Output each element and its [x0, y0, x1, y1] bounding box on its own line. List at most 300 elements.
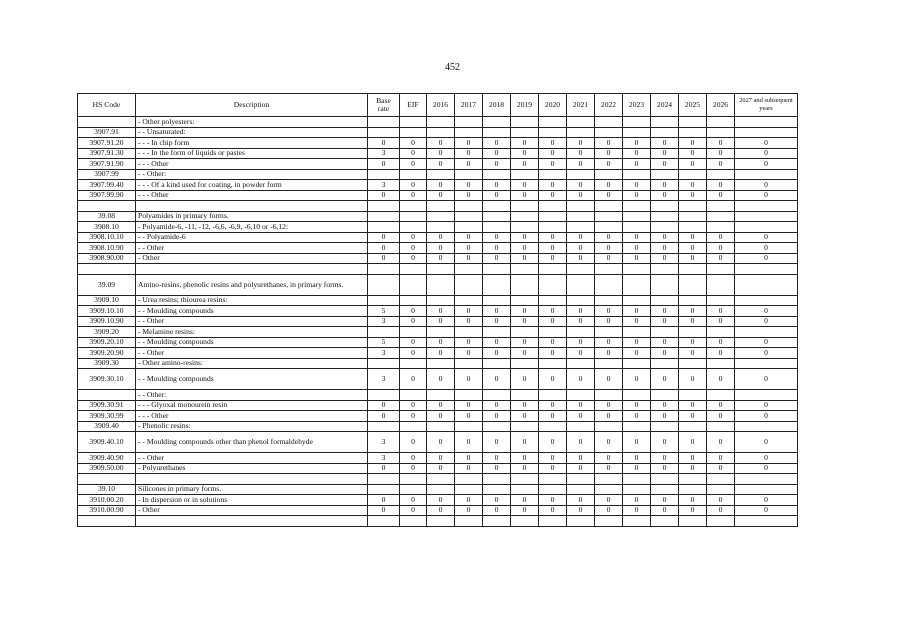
staging-cell: 0: [679, 432, 707, 453]
eif-cell: 0: [400, 138, 427, 149]
staging-cell: [511, 390, 539, 401]
table-row: [78, 148, 798, 159]
eif-cell: [400, 264, 427, 275]
staging-cell: 0: [427, 432, 455, 453]
base-rate-cell: 3: [368, 180, 400, 191]
staging-cell: [623, 117, 651, 128]
staging-cell: 0: [623, 369, 651, 390]
base-rate-cell: 5: [368, 337, 400, 348]
staging-cell: [623, 484, 651, 495]
table-row: [78, 463, 798, 474]
staging-cell: [511, 358, 539, 369]
staging-cell: [483, 516, 511, 527]
staging-cell: [595, 201, 623, 212]
hs-code-cell: 3909.20.10: [78, 337, 136, 348]
hs-code-cell: [78, 390, 136, 401]
table-row: [78, 348, 798, 359]
table-row: [78, 327, 798, 338]
hs-code-cell: 3909.40.10: [78, 432, 136, 453]
staging-cell: 0: [623, 453, 651, 464]
staging-cell: 0: [483, 306, 511, 317]
staging-cell: [427, 358, 455, 369]
staging-cell: 0: [651, 453, 679, 464]
staging-cell: 0: [623, 243, 651, 254]
table-row: [78, 474, 798, 485]
table-row: [78, 169, 798, 180]
staging-cell: [623, 516, 651, 527]
staging-cell: 0: [483, 411, 511, 422]
staging-cell: [511, 201, 539, 212]
staging-cell: 0: [679, 369, 707, 390]
base-rate-cell: 3: [368, 316, 400, 327]
eif-cell: [400, 117, 427, 128]
final-rate-cell: [735, 295, 798, 306]
description-cell: - Polyamide-6, -11, -12, -6,6, -6,9, -6,10 or -6,12:: [136, 222, 368, 233]
staging-cell: [707, 295, 735, 306]
staging-cell: 0: [679, 148, 707, 159]
staging-cell: [511, 274, 539, 295]
staging-cell: [623, 421, 651, 432]
staging-cell: 0: [567, 432, 595, 453]
staging-cell: 0: [483, 148, 511, 159]
staging-cell: 0: [707, 400, 735, 411]
staging-cell: 0: [567, 453, 595, 464]
base-rate-cell: [368, 421, 400, 432]
final-rate-cell: 0: [735, 337, 798, 348]
staging-cell: 0: [427, 180, 455, 191]
staging-cell: [623, 201, 651, 212]
staging-cell: [567, 484, 595, 495]
staging-cell: 0: [651, 369, 679, 390]
staging-cell: [511, 222, 539, 233]
staging-cell: 0: [651, 253, 679, 264]
staging-cell: 0: [595, 348, 623, 359]
staging-cell: 0: [679, 453, 707, 464]
staging-cell: [651, 274, 679, 295]
base-rate-cell: 0: [368, 495, 400, 506]
staging-cell: [707, 211, 735, 222]
staging-cell: [427, 516, 455, 527]
staging-cell: [595, 117, 623, 128]
final-rate-cell: 0: [735, 253, 798, 264]
description-cell: Polyamides in primary forms.: [136, 211, 368, 222]
staging-cell: [623, 327, 651, 338]
description-cell: - - Other:: [136, 169, 368, 180]
final-rate-cell: 0: [735, 316, 798, 327]
staging-cell: 0: [483, 138, 511, 149]
final-rate-cell: 0: [735, 495, 798, 506]
table-row: [78, 306, 798, 317]
table-row: [78, 505, 798, 516]
base-rate-cell: 3: [368, 453, 400, 464]
staging-cell: [427, 127, 455, 138]
staging-cell: [595, 222, 623, 233]
staging-cell: 0: [539, 337, 567, 348]
eif-cell: 0: [400, 232, 427, 243]
description-cell: - - - Of a kind used for coating, in powder form: [136, 180, 368, 191]
staging-cell: [511, 211, 539, 222]
staging-cell: 0: [567, 138, 595, 149]
staging-cell: [595, 264, 623, 275]
staging-cell: 0: [623, 232, 651, 243]
staging-cell: 0: [539, 316, 567, 327]
staging-cell: [455, 264, 483, 275]
staging-cell: [539, 516, 567, 527]
eif-cell: 0: [400, 159, 427, 170]
hs-code-cell: 3909.40.90: [78, 453, 136, 464]
eif-cell: [400, 390, 427, 401]
table-row: [78, 337, 798, 348]
final-rate-cell: [735, 516, 798, 527]
base-rate-cell: 3: [368, 348, 400, 359]
staging-cell: [623, 358, 651, 369]
staging-cell: 0: [455, 432, 483, 453]
staging-cell: 0: [651, 432, 679, 453]
staging-cell: [567, 127, 595, 138]
staging-cell: 0: [483, 495, 511, 506]
table-row: [78, 159, 798, 170]
base-rate-cell: [368, 117, 400, 128]
staging-cell: 0: [707, 369, 735, 390]
staging-cell: 0: [567, 369, 595, 390]
staging-cell: 0: [511, 453, 539, 464]
table-row: [78, 516, 798, 527]
staging-cell: 0: [455, 495, 483, 506]
base-rate-cell: 0: [368, 463, 400, 474]
staging-cell: [567, 516, 595, 527]
staging-cell: 0: [707, 432, 735, 453]
description-cell: [136, 201, 368, 212]
staging-cell: [567, 390, 595, 401]
description-cell: - Melamine resins:: [136, 327, 368, 338]
staging-cell: 0: [511, 316, 539, 327]
description-cell: [136, 516, 368, 527]
staging-cell: [427, 421, 455, 432]
base-rate-cell: 5: [368, 306, 400, 317]
table-row: [78, 232, 798, 243]
header-base-rate: Base rate: [368, 94, 400, 117]
staging-cell: [511, 421, 539, 432]
base-rate-cell: [368, 358, 400, 369]
hs-code-cell: 3909.10.10: [78, 306, 136, 317]
hs-code-cell: 3910.00.90: [78, 505, 136, 516]
staging-cell: 0: [679, 306, 707, 317]
final-rate-cell: 0: [735, 369, 798, 390]
staging-cell: 0: [679, 348, 707, 359]
staging-cell: 0: [595, 453, 623, 464]
staging-cell: 0: [651, 159, 679, 170]
staging-cell: [483, 274, 511, 295]
staging-cell: 0: [707, 495, 735, 506]
staging-cell: [651, 117, 679, 128]
staging-cell: 0: [511, 369, 539, 390]
staging-cell: [707, 516, 735, 527]
staging-cell: [455, 295, 483, 306]
eif-cell: [400, 421, 427, 432]
staging-cell: 0: [427, 159, 455, 170]
header-year: 2018: [483, 94, 511, 117]
eif-cell: 0: [400, 348, 427, 359]
staging-cell: 0: [679, 495, 707, 506]
staging-cell: [427, 169, 455, 180]
header-hs-code: HS Code: [78, 94, 136, 117]
final-rate-cell: 0: [735, 180, 798, 191]
staging-cell: 0: [679, 400, 707, 411]
table-row: [78, 453, 798, 464]
staging-cell: [595, 474, 623, 485]
staging-cell: 0: [651, 495, 679, 506]
staging-cell: 0: [623, 138, 651, 149]
staging-cell: [651, 222, 679, 233]
hs-code-cell: 39.08: [78, 211, 136, 222]
staging-cell: 0: [539, 159, 567, 170]
staging-cell: 0: [567, 190, 595, 201]
page-number: 452: [445, 62, 460, 73]
eif-cell: 0: [400, 453, 427, 464]
staging-cell: 0: [595, 253, 623, 264]
description-cell: - - Other:: [136, 390, 368, 401]
description-cell: - Polyurethanes: [136, 463, 368, 474]
staging-cell: [623, 211, 651, 222]
hs-code-cell: 3908.10.90: [78, 243, 136, 254]
hs-code-cell: 3909.30: [78, 358, 136, 369]
staging-cell: 0: [455, 190, 483, 201]
staging-cell: [679, 484, 707, 495]
table-row: [78, 180, 798, 191]
staging-cell: 0: [483, 337, 511, 348]
table-row: [78, 138, 798, 149]
staging-cell: 0: [707, 316, 735, 327]
staging-cell: 0: [679, 159, 707, 170]
staging-cell: 0: [707, 148, 735, 159]
staging-cell: [427, 222, 455, 233]
hs-code-cell: 3909.10: [78, 295, 136, 306]
staging-cell: 0: [679, 505, 707, 516]
staging-cell: [679, 117, 707, 128]
hs-code-cell: 3907.91.20: [78, 138, 136, 149]
hs-code-cell: [78, 264, 136, 275]
staging-cell: 0: [595, 495, 623, 506]
staging-cell: 0: [595, 400, 623, 411]
staging-cell: 0: [651, 505, 679, 516]
description-cell: - - - In the form of liquids or pastes: [136, 148, 368, 159]
staging-cell: [567, 169, 595, 180]
staging-cell: [707, 264, 735, 275]
staging-cell: [567, 211, 595, 222]
staging-cell: 0: [679, 463, 707, 474]
base-rate-cell: 0: [368, 400, 400, 411]
staging-cell: 0: [511, 495, 539, 506]
description-cell: - - Moulding compounds other than phenol formaldehyde: [136, 432, 368, 453]
staging-cell: [539, 127, 567, 138]
staging-cell: [455, 358, 483, 369]
staging-cell: [707, 474, 735, 485]
table-row: [78, 190, 798, 201]
table-row: [78, 201, 798, 212]
staging-cell: 0: [623, 180, 651, 191]
staging-cell: 0: [651, 337, 679, 348]
staging-cell: 0: [651, 243, 679, 254]
staging-cell: 0: [679, 180, 707, 191]
staging-cell: [539, 117, 567, 128]
staging-cell: [707, 358, 735, 369]
staging-cell: 0: [707, 463, 735, 474]
staging-cell: 0: [623, 348, 651, 359]
staging-cell: 0: [455, 232, 483, 243]
description-cell: - - Polyamide-6: [136, 232, 368, 243]
staging-cell: 0: [707, 411, 735, 422]
staging-cell: 0: [651, 400, 679, 411]
base-rate-cell: [368, 327, 400, 338]
staging-cell: 0: [539, 411, 567, 422]
staging-cell: [483, 169, 511, 180]
hs-code-cell: 3909.50.00: [78, 463, 136, 474]
eif-cell: [400, 201, 427, 212]
staging-cell: 0: [483, 180, 511, 191]
staging-cell: 0: [595, 190, 623, 201]
staging-cell: 0: [539, 180, 567, 191]
staging-cell: [455, 390, 483, 401]
eif-cell: [400, 222, 427, 233]
staging-cell: 0: [511, 253, 539, 264]
staging-cell: 0: [567, 243, 595, 254]
staging-cell: [483, 474, 511, 485]
staging-cell: 0: [539, 232, 567, 243]
staging-cell: 0: [623, 148, 651, 159]
staging-cell: 0: [511, 159, 539, 170]
staging-cell: [511, 484, 539, 495]
staging-cell: [679, 211, 707, 222]
staging-cell: 0: [707, 159, 735, 170]
hs-code-cell: 3907.91.30: [78, 148, 136, 159]
final-rate-cell: [735, 390, 798, 401]
staging-cell: 0: [595, 505, 623, 516]
staging-cell: [539, 327, 567, 338]
staging-cell: [427, 484, 455, 495]
staging-cell: 0: [427, 453, 455, 464]
staging-cell: 0: [623, 495, 651, 506]
staging-cell: [455, 274, 483, 295]
staging-cell: 0: [455, 180, 483, 191]
staging-cell: [483, 295, 511, 306]
base-rate-cell: [368, 474, 400, 485]
staging-cell: 0: [427, 306, 455, 317]
staging-cell: [455, 327, 483, 338]
staging-cell: [455, 201, 483, 212]
staging-cell: 0: [455, 453, 483, 464]
staging-cell: [483, 264, 511, 275]
staging-cell: [707, 169, 735, 180]
staging-cell: 0: [567, 495, 595, 506]
base-rate-cell: 0: [368, 232, 400, 243]
staging-cell: [567, 358, 595, 369]
staging-cell: 0: [511, 463, 539, 474]
base-rate-cell: [368, 211, 400, 222]
final-rate-cell: [735, 201, 798, 212]
staging-cell: [567, 222, 595, 233]
staging-cell: 0: [567, 232, 595, 243]
staging-cell: [651, 516, 679, 527]
final-rate-cell: 0: [735, 306, 798, 317]
description-cell: - - Unsaturated:: [136, 127, 368, 138]
staging-cell: 0: [567, 337, 595, 348]
staging-cell: 0: [427, 337, 455, 348]
tariff-schedule-table: [77, 93, 798, 527]
staging-cell: 0: [455, 505, 483, 516]
hs-code-cell: 3909.40: [78, 421, 136, 432]
staging-cell: 0: [707, 190, 735, 201]
hs-code-cell: 3909.20.90: [78, 348, 136, 359]
description-cell: [136, 474, 368, 485]
header-year: 2022: [595, 94, 623, 117]
staging-cell: 0: [455, 159, 483, 170]
header-year: 2024: [651, 94, 679, 117]
header-description: Description: [136, 94, 368, 117]
staging-cell: 0: [539, 453, 567, 464]
final-rate-cell: [735, 327, 798, 338]
staging-cell: [539, 474, 567, 485]
table-row: [78, 211, 798, 222]
staging-cell: 0: [651, 232, 679, 243]
staging-cell: 0: [455, 337, 483, 348]
base-rate-cell: [368, 201, 400, 212]
eif-cell: 0: [400, 463, 427, 474]
header-row: [78, 94, 798, 117]
staging-cell: [595, 390, 623, 401]
eif-cell: 0: [400, 190, 427, 201]
staging-cell: 0: [427, 243, 455, 254]
description-cell: - Other: [136, 505, 368, 516]
staging-cell: 0: [483, 453, 511, 464]
staging-cell: [455, 421, 483, 432]
eif-cell: 0: [400, 180, 427, 191]
base-rate-cell: [368, 516, 400, 527]
final-rate-cell: 0: [735, 348, 798, 359]
hs-code-cell: 3907.99.90: [78, 190, 136, 201]
staging-cell: [483, 127, 511, 138]
eif-cell: [400, 295, 427, 306]
staging-cell: 0: [679, 138, 707, 149]
staging-cell: 0: [427, 253, 455, 264]
eif-cell: 0: [400, 432, 427, 453]
base-rate-cell: 0: [368, 505, 400, 516]
final-rate-cell: 0: [735, 453, 798, 464]
staging-cell: 0: [483, 316, 511, 327]
staging-cell: [539, 264, 567, 275]
staging-cell: [427, 264, 455, 275]
staging-cell: [567, 421, 595, 432]
staging-cell: 0: [623, 432, 651, 453]
staging-cell: [707, 484, 735, 495]
staging-cell: 0: [567, 411, 595, 422]
hs-code-cell: 3907.99.40: [78, 180, 136, 191]
description-cell: - Other amino-resins:: [136, 358, 368, 369]
final-rate-cell: 0: [735, 138, 798, 149]
staging-cell: 0: [483, 505, 511, 516]
staging-cell: 0: [623, 505, 651, 516]
table-row: [78, 432, 798, 453]
hs-code-cell: 3907.91: [78, 127, 136, 138]
staging-cell: 0: [595, 243, 623, 254]
table-row: [78, 295, 798, 306]
header-year: 2020: [539, 94, 567, 117]
base-rate-cell: [368, 274, 400, 295]
base-rate-cell: 3: [368, 148, 400, 159]
staging-cell: [679, 127, 707, 138]
description-cell: - - - Glyoxal monourein resin: [136, 400, 368, 411]
staging-cell: [623, 264, 651, 275]
hs-code-cell: 3908.10.10: [78, 232, 136, 243]
